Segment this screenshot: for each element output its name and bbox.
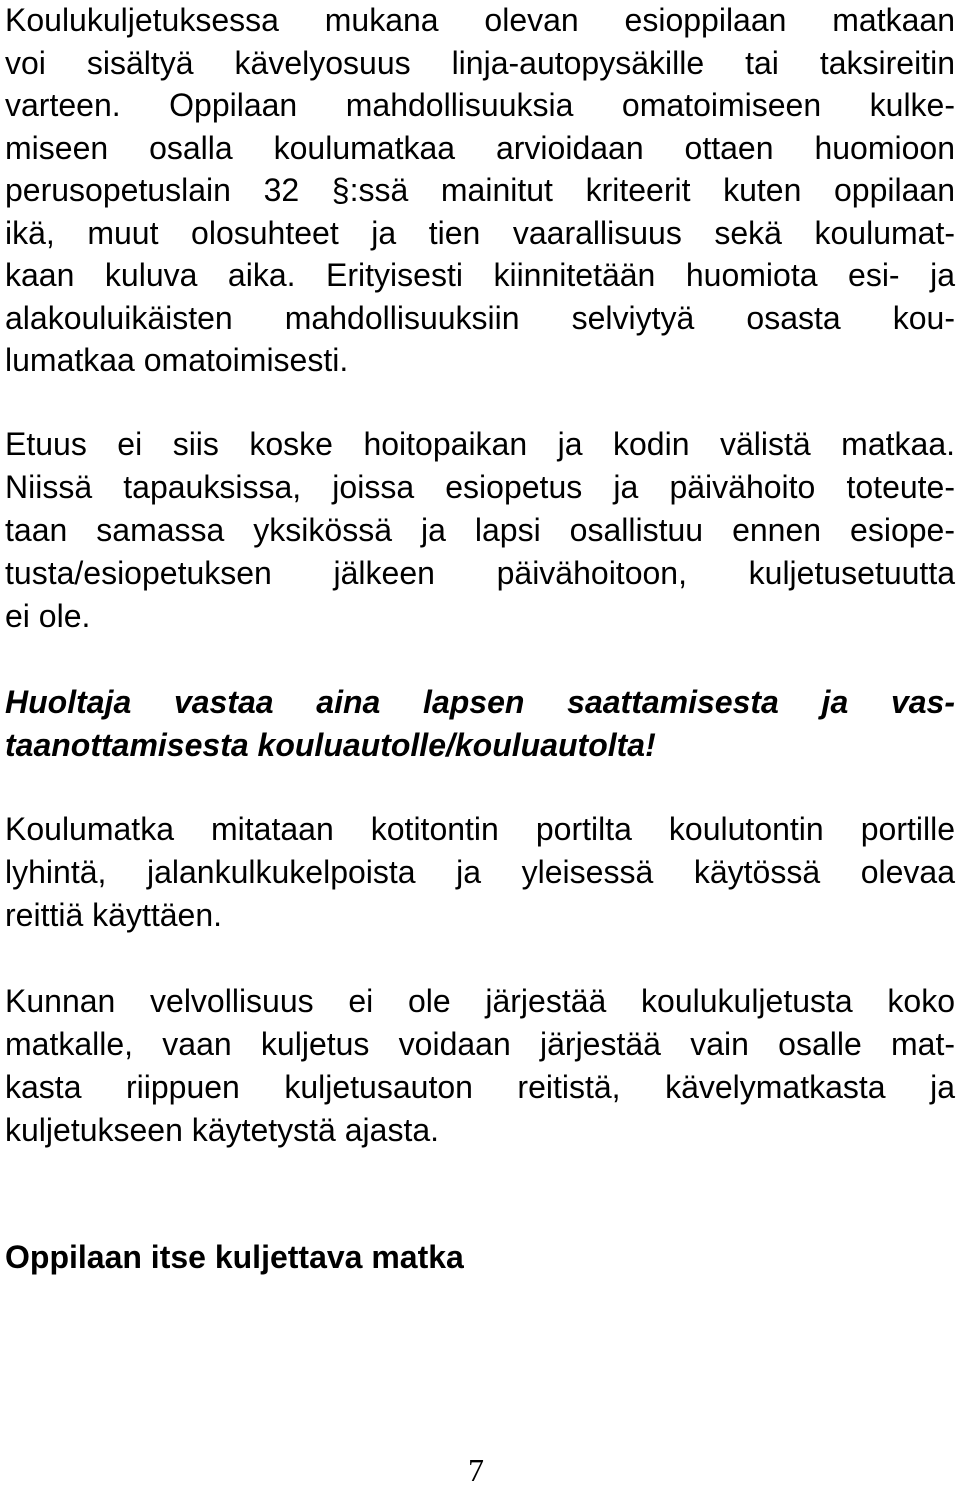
page-number: 7	[468, 1452, 484, 1488]
text-line: alakouluikäisten mahdollisuuksiin selviytyä osasta kou-	[5, 300, 955, 336]
text-line: tusta/esiopetuksen jälkeen päivähoitoon, kuljetusetuutta	[5, 555, 955, 591]
text-line: kaan kuluva aika. Erityisesti kiinnitetään huomiota esi- ja	[5, 257, 955, 293]
text-line: lyhintä, jalankulkukelpoista ja yleisessä käytössä olevaa	[5, 854, 955, 890]
notice-line: Huoltaja vastaa aina lapsen saattamisesta ja vas-	[5, 684, 955, 720]
text-line: taan samassa yksikössä ja lapsi osallistuu ennen esiope-	[5, 512, 955, 548]
text-line: Niissä tapauksissa, joissa esiopetus ja päivähoito toteute-	[5, 469, 955, 505]
text-line: perusopetuslain 32 §:ssä mainitut kriteerit kuten oppilaan	[5, 172, 955, 208]
text-line: varteen. Oppilaan mahdollisuuksia omatoimiseen kulke-	[5, 87, 955, 123]
text-line: kuljetukseen käytetystä ajasta.	[5, 1112, 440, 1148]
text-line: Kunnan velvollisuus ei ole järjestää koulukuljetusta koko	[5, 983, 955, 1019]
text-line: kasta riippuen kuljetusauton reitistä, kävelymatkasta ja	[5, 1069, 955, 1105]
section-heading: Oppilaan itse kuljettava matka	[5, 1239, 464, 1275]
text-line: miseen osalla koulumatkaa arvioidaan ottaen huomioon	[5, 130, 955, 166]
text-line: Koulumatka mitataan kotitontin portilta koulutontin portille	[5, 811, 955, 847]
notice-line: taanottamisesta kouluautolle/kouluautolta!	[5, 727, 656, 763]
text-line: matkalle, vaan kuljetus voidaan järjestää vain osalle mat-	[5, 1026, 955, 1062]
text-line: Koulukuljetuksessa mukana olevan esioppilaan matkaan	[5, 2, 955, 38]
text-line: ei ole.	[5, 598, 91, 634]
text-line: Etuus ei siis koske hoitopaikan ja kodin välistä matkaa.	[5, 426, 955, 462]
text-line: voi sisältyä kävelyosuus linja-autopysäkille tai taksireitin	[5, 45, 955, 81]
text-line: ikä, muut olosuhteet ja tien vaarallisuus sekä koulumat-	[5, 215, 955, 251]
text-line: lumatkaa omatoimisesti.	[5, 342, 349, 378]
text-line: reittiä käyttäen.	[5, 897, 222, 933]
